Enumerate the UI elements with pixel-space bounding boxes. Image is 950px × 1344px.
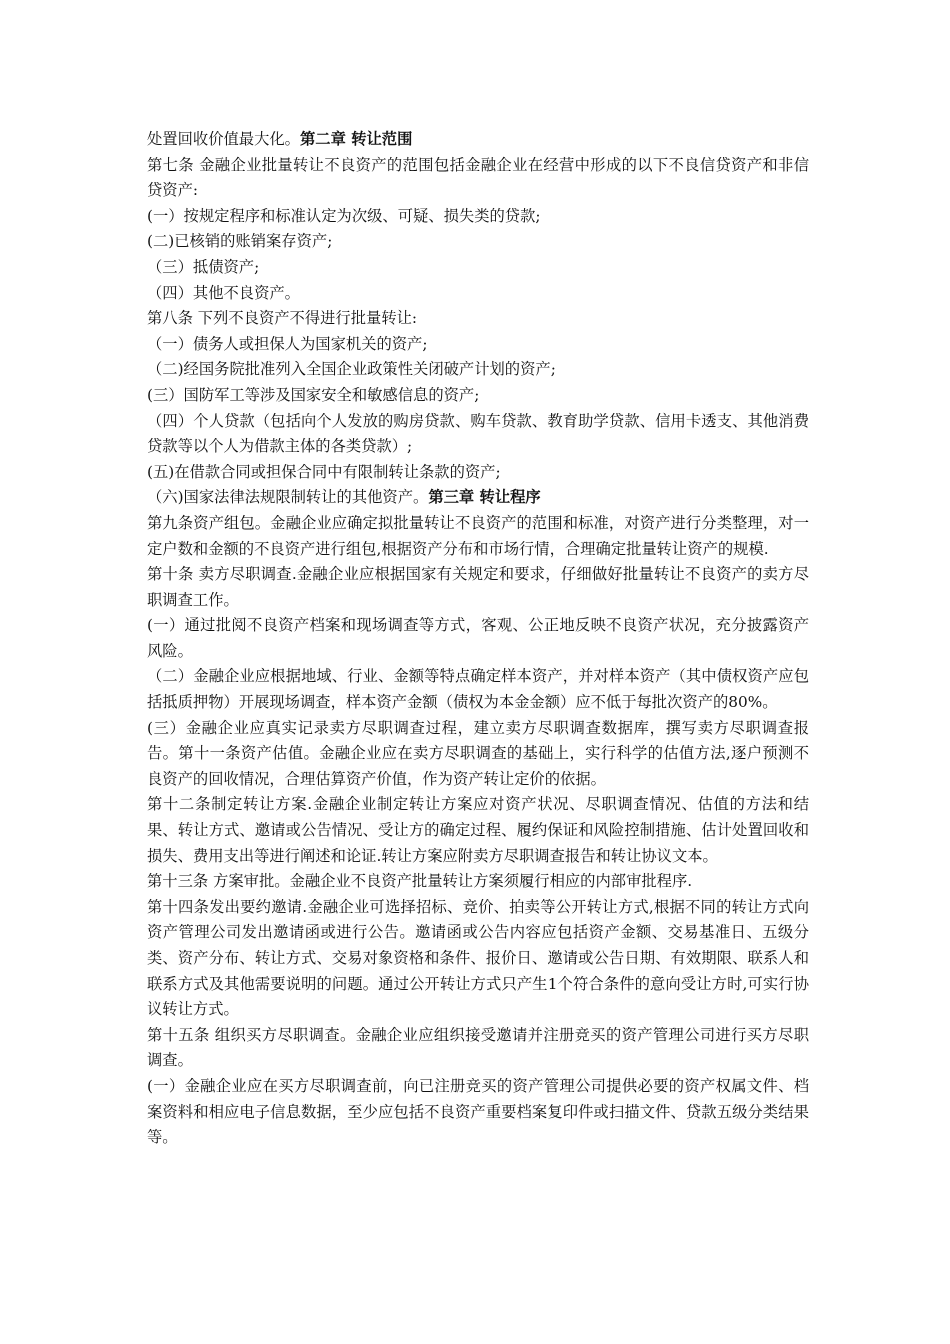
paragraph-text: （六)国家法律法规限制转让的其他资产。 [147, 488, 429, 507]
document-paragraph [147, 792, 809, 869]
document-paragraph [147, 562, 809, 613]
paragraph-text: 第十四条发出要约邀请.金融企业可选择招标、竞价、拍卖等公开转让方式,根据不同的转让方式向资产管理公司发出邀请函或进行公告。邀请函或公告内容应包括资产金额、交易基准日、五级分类、资产分布、转让方式、交易对象资格和条件、报价日、邀请或公告日期、有效期限、联系人和联系方式及其他需要说明的问题。通过公开转让方式只产生1个符合条件的意向受让方时,可实行协议转让方式。 [147, 897, 809, 1019]
paragraph-text: (五)在借款合同或担保合同中有限制转让条款的资产; [147, 462, 501, 481]
document-paragraph [147, 664, 809, 715]
document-paragraph [147, 895, 809, 1023]
document-paragraph [147, 869, 809, 895]
paragraph-text: （一）债务人或担保人为国家机关的资产; [147, 334, 428, 353]
document-paragraph [147, 357, 809, 383]
paragraph-text: 第十五条 组织买方尽职调查。金融企业应组织接受邀请并注册竞买的资产管理公司进行买方尽职调查。 [147, 1025, 809, 1070]
paragraph-text: (三）国防军工等涉及国家安全和敏感信息的资产; [147, 385, 480, 404]
paragraph-text: (一）金融企业应在买方尽职调查前，向已注册竞买的资产管理公司提供必要的资产权属文件、档案资料和相应电子信息数据，至少应包括不良资产重要档案复印件或扫描文件、贷款五级分类结果等。 [147, 1076, 809, 1147]
paragraph-text: 第七条 金融企业批量转让不良资产的范围包括金融企业在经营中形成的以下不良信贷资产和非信贷资产: [147, 155, 809, 200]
document-paragraph [147, 1023, 809, 1074]
paragraph-text: 第十三条 方案审批。金融企业不良资产批量转让方案须履行相应的内部审批程序. [147, 872, 693, 891]
paragraph-text: （四）个人贷款（包括向个人发放的购房贷款、购车贷款、教育助学贷款、信用卡透支、其他消费贷款等以个人为借款主体的各类贷款）; [147, 411, 809, 456]
document-paragraph [147, 613, 809, 664]
paragraph-text: (一）按规定程序和标准认定为次级、可疑、损失类的贷款; [147, 206, 541, 225]
paragraph-text: 第八条 下列不良资产不得进行批量转让: [147, 309, 418, 328]
paragraph-text: 第九条资产组包。金融企业应确定拟批量转让不良资产的范围和标准，对资产进行分类整理，对一定户数和金额的不良资产进行组包,根据资产分布和市场行情，合理确定批量转让资产的规模. [147, 513, 809, 558]
document-paragraph [147, 255, 809, 281]
document-paragraph [147, 281, 809, 307]
paragraph-text: （二）金融企业应根据地域、行业、金额等特点确定样本资产，并对样本资产（其中债权资产应包括抵质押物）开展现场调查，样本资产金额（债权为本金金额）应不低于每批次资产的80%。 [147, 667, 809, 712]
document-paragraph [147, 229, 809, 255]
document-paragraph [147, 485, 809, 511]
document-paragraph [147, 460, 809, 486]
document-paragraph [147, 1074, 809, 1151]
paragraph-text: (二)已核销的账销案存资产; [147, 232, 333, 251]
document-paragraph [147, 716, 809, 793]
paragraph-text: 处置回收价值最大化。 [147, 130, 300, 148]
paragraph-text: （四）其他不良资产。 [147, 283, 300, 302]
document-paragraph [147, 127, 809, 153]
paragraph-text: 第十二条制定转让方案.金融企业制定转让方案应对资产状况、尽职调查情况、估值的方法和结果、转让方式、邀请或公告情况、受让方的确定过程、履约保证和风险控制措施、估计处置回收和损失、费用支出等进行阐述和论证.转让方案应附卖方尽职调查报告和转让协议文本。 [147, 795, 809, 865]
document-paragraph [147, 153, 809, 204]
document-paragraph [147, 204, 809, 230]
paragraph-text: (三）金融企业应真实记录卖方尽职调查过程，建立卖方尽职调查数据库，撰写卖方尽职调查报告。第十一条资产估值。金融企业应在卖方尽职调查的基础上，实行科学的估值方法,逐户预测不良资产的回收情况，合理估算资产价值，作为资产转让定价的依据。 [147, 718, 809, 788]
paragraph-text: （二)经国务院批准列入全国企业政策性关闭破产计划的资产; [147, 360, 556, 379]
chapter-heading: 第二章 转让范围 [299, 130, 413, 148]
document-page [147, 127, 809, 1151]
document-paragraph [147, 409, 809, 460]
document-paragraph [147, 332, 809, 358]
paragraph-text: (一）通过批阅不良资产档案和现场调查等方式，客观、公正地反映不良资产状况，充分披露资产风险。 [147, 616, 809, 660]
paragraph-text: （三）抵债资产; [147, 257, 260, 276]
document-paragraph [147, 306, 809, 332]
document-paragraph [147, 511, 809, 562]
chapter-heading: 第三章 转让程序 [428, 488, 541, 507]
paragraph-text: 第十条 卖方尽职调查.金融企业应根据国家有关规定和要求，仔细做好批量转让不良资产的卖方尽职调查工作。 [147, 565, 809, 609]
document-paragraph [147, 383, 809, 409]
